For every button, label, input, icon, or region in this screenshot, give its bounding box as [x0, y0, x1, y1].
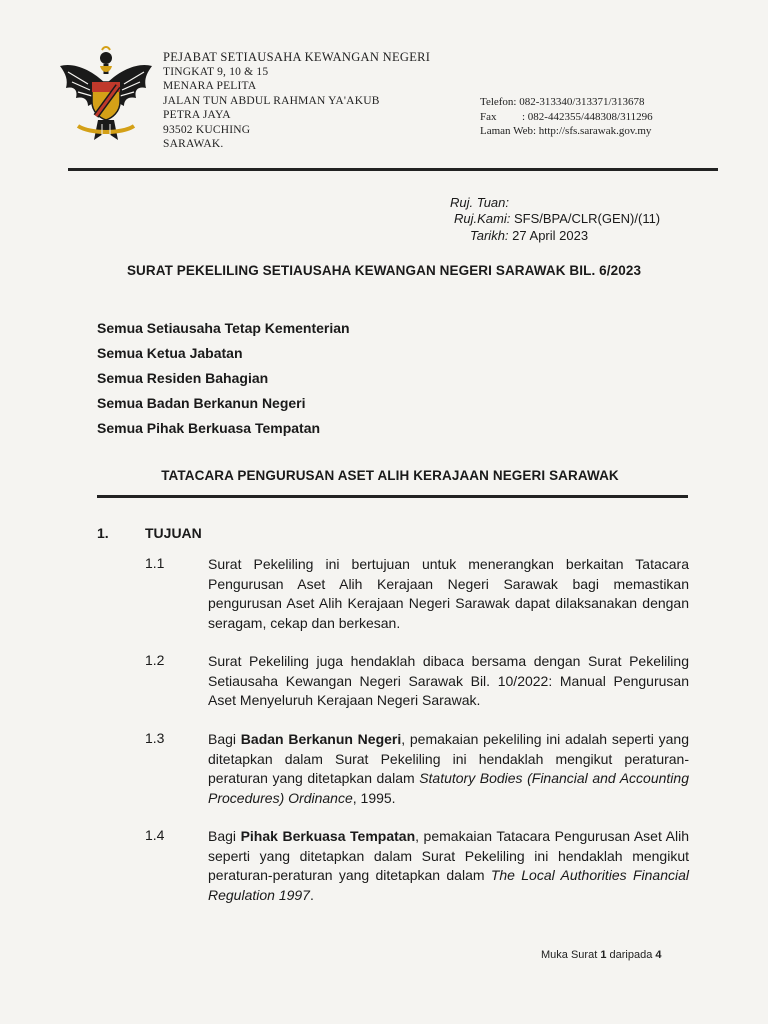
recipient-item: Semua Pihak Berkuasa Tempatan [97, 420, 321, 436]
fax-row [480, 110, 653, 125]
address-line: PETRA JAYA [163, 109, 231, 121]
tarikh-label: Tarikh: [470, 228, 509, 243]
tarikh-value: 27 April 2023 [512, 228, 589, 243]
subject-heading: TATACARA PENGURUSAN ASET ALIH KERAJAAN NEGERI SARAWAK [161, 468, 619, 483]
letterhead-address [163, 50, 430, 152]
address-line: 93502 KUCHING [163, 123, 251, 136]
text-run: Bagi [208, 828, 241, 844]
bold-term: Pihak Berkuasa Tempatan [240, 828, 416, 844]
paragraph-number: 1.2 [145, 652, 165, 668]
paragraph-text [208, 730, 689, 808]
recipient-item: Semua Setiausaha Tetap Kementerian [97, 320, 350, 336]
bold-term: Badan Berkanun Negeri [240, 731, 402, 747]
paragraph-number: 1.3 [145, 730, 165, 746]
paragraph-text: Surat Pekeliling ini bertujuan untuk menerangkan berkaitan Tatacara Pengurusan Aset Alih Kerajaan Negeri Sarawak bagi memastikan pengurusan Aset Alih Kerajaan Negeri Sarawak dapat dilaksanakan dengan seragam, cekap dan berkesan. [208, 556, 689, 631]
recipients-list [97, 316, 350, 441]
subject-underline [97, 495, 688, 498]
page-label: Muka Surat [541, 949, 598, 961]
page-of: daripada [609, 949, 653, 961]
letterhead-contacts [480, 95, 653, 139]
telefon-label: Telefon: [480, 96, 517, 108]
telefon-row [480, 95, 653, 110]
web-link[interactable]: http://sfs.sarawak.gov.my [538, 125, 652, 137]
ruj-kami-value: SFS/BPA/CLR(GEN)/(11) [513, 211, 661, 226]
ruj-kami-label: Ruj.Kami: [454, 211, 511, 226]
text-run: , pemakaian Tatacara Pengurusan Aset Alih seperti yang ditetapkan dalam Surat Pekeliling ini hendaklah mengikut peraturan-peraturan yang ditetapkan dalam [208, 828, 689, 883]
web-label: Laman Web: [480, 125, 537, 137]
section-title: TUJUAN [145, 525, 202, 541]
italic-title: The Local Authorities Financial Regulation 1997 [208, 867, 689, 903]
text-run: . [309, 886, 314, 903]
fax-value: : 082-442355/448308/311296 [522, 110, 653, 123]
paragraph-number: 1.4 [145, 827, 165, 843]
recipient-item: Semua Badan Berkanun Negeri [97, 395, 306, 411]
fax-label: Fax [480, 110, 497, 123]
recipient-item: Semua Ketua Jabatan [97, 345, 243, 361]
state-crest-logo [58, 44, 154, 148]
paragraph-text [208, 827, 689, 905]
header-divider [68, 168, 718, 171]
ruj-tuan-label: Ruj. Tuan: [450, 195, 510, 210]
italic-title: Statutory Bodies (Financial and Accounting Procedures) Ordinance [208, 770, 689, 806]
text-run: Bagi [208, 731, 241, 747]
circular-title: SURAT PEKELILING SETIAUSAHA KEWANGAN NEGERI SARAWAK BIL. 6/2023 [126, 263, 642, 278]
address-line: MENARA PELITA [163, 80, 257, 92]
telefon-value: 082-313340/313371/313678 [519, 96, 645, 108]
text-run: , 1995. [352, 789, 396, 806]
page-footer [541, 949, 662, 961]
text-run: , pemakaian pekeliling ini adalah seperti yang ditetapkan dalam Surat Pekeliling ini hendaklah mengikut peraturan-peraturan yang ditetapkan dalam [208, 731, 689, 786]
address-line: TINGKAT 9, 10 & 15 [163, 65, 269, 78]
address-line: JALAN TUN ABDUL RAHMAN YA'AKUB [163, 94, 380, 107]
address-line: SARAWAK. [163, 138, 224, 150]
section-number: 1. [97, 525, 109, 541]
paragraph-number: 1.1 [145, 555, 165, 571]
paragraph-text: Surat Pekeliling juga hendaklah dibaca bersama dengan Surat Pekeliling Setiausaha Kewangan Negeri Sarawak Bil. 10/2022: Manual Pengurusan Aset Menyeluruh Kerajaan Negeri Sarawak. [208, 653, 689, 708]
web-row [480, 124, 653, 139]
recipient-item: Semua Residen Bahagian [97, 370, 269, 386]
page-number: 1 [600, 949, 607, 961]
page-total: 4 [655, 949, 662, 961]
office-name: PEJABAT SETIAUSAHA KEWANGAN NEGERI [163, 50, 431, 64]
